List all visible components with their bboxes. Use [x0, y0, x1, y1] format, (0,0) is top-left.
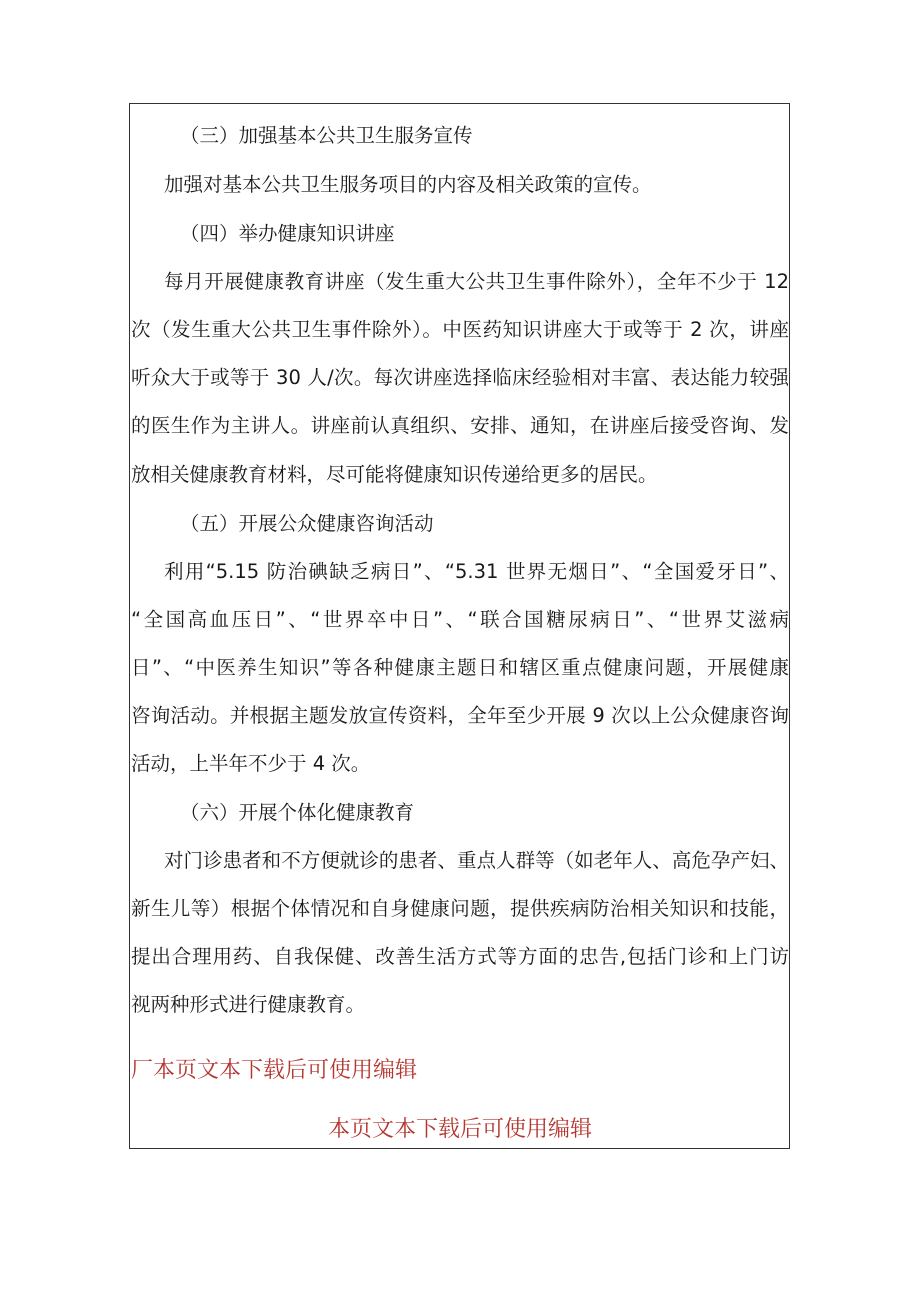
section-3-heading: （三）加强基本公共卫生服务宣传 — [180, 124, 473, 147]
section-4-line-2: 次（发生重大公共卫生事件除外）。中医药知识讲座大于或等于 2 次，讲座 — [131, 318, 789, 341]
section-6-heading: （六）开展个体化健康教育 — [180, 801, 415, 824]
section-5-line-1: 利用“5.15 防治碘缺乏病日”、“5.31 世界无烟日”、“全国爱牙日”、 — [164, 560, 789, 583]
section-4-line-1: 每月开展健康教育讲座（发生重大公共卫生事件除外），全年不少于 12 — [164, 270, 789, 293]
section-5-line-3: 日”、“中医养生知识”等各种健康主题日和辖区重点健康问题，开展健康 — [131, 656, 789, 679]
section-5-line-4: 咨询活动。并根据主题发放宣传资料，全年至少开展 9 次以上公众健康咨询 — [131, 704, 789, 727]
section-5-line-5: 活动，上半年不少于 4 次。 — [131, 752, 371, 775]
section-4-line-3: 听众大于或等于 30 人/次。每次讲座选择临床经验相对丰富、表达能力较强 — [131, 366, 789, 389]
edit-notice-center: 本页文本下载后可使用编辑 — [327, 1117, 592, 1142]
section-4-line-5: 放相关健康教育材料，尽可能将健康知识传递给更多的居民。 — [131, 463, 658, 486]
edit-notice-left: 厂本页文本下载后可使用编辑 — [131, 1058, 418, 1083]
section-4-heading: （四）举办健康知识讲座 — [180, 222, 395, 245]
section-5-heading: （五）开展公众健康咨询活动 — [180, 512, 434, 535]
section-6-line-2: 新生儿等）根据个体情况和自身健康问题，提供疾病防治相关知识和技能， — [131, 897, 789, 920]
section-5-line-2: “全国高血压日”、“世界卒中日”、“联合国糖尿病日”、“世界艾滋病 — [131, 608, 789, 631]
section-6-line-3: 提出合理用药、自我保健、改善生活方式等方面的忠告,包括门诊和上门访 — [131, 945, 789, 968]
section-6-line-1: 对门诊患者和不方便就诊的患者、重点人群等（如老年人、高危孕产妇、 — [164, 849, 789, 872]
section-3-line-1: 加强对基本公共卫生服务项目的内容及相关政策的宣传。 — [164, 173, 652, 196]
section-6-line-4: 视两种形式进行健康教育。 — [131, 993, 366, 1016]
section-4-line-4: 的医生作为主讲人。讲座前认真组织、安排、通知，在讲座后接受咨询、发 — [131, 414, 789, 437]
